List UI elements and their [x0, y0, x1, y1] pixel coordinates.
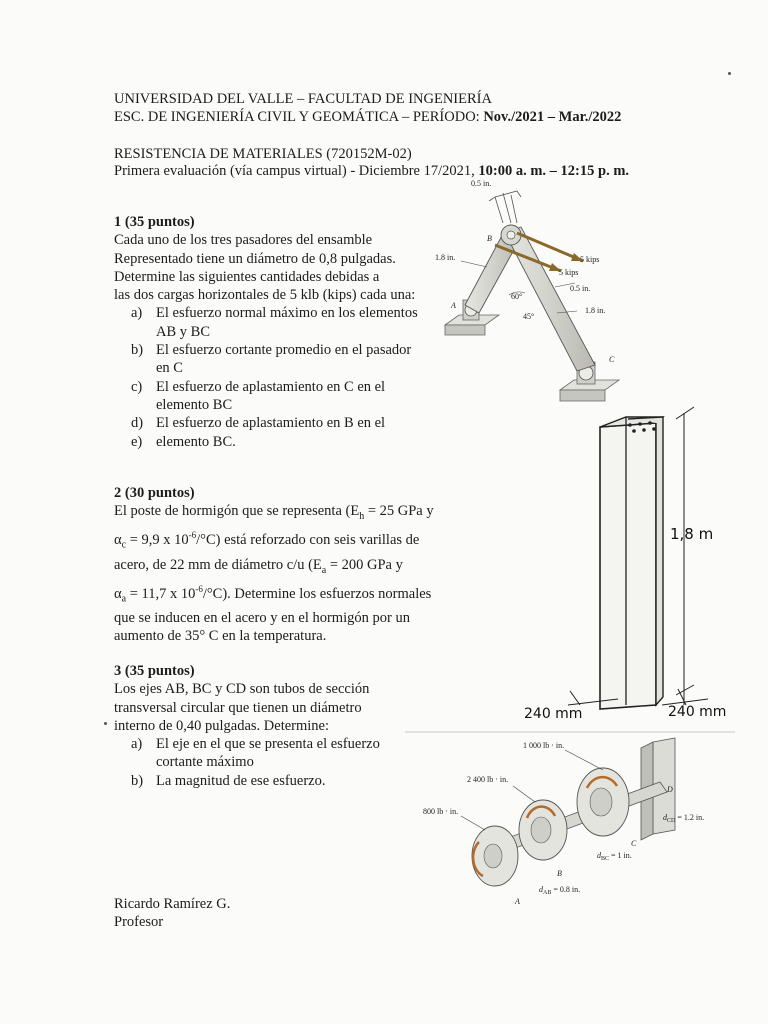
- subscript: CD: [667, 818, 676, 824]
- problem-1-intro-line: Cada uno de los tres pasadores del ensamble: [114, 232, 373, 249]
- university-title: UNIVERSIDAD DEL VALLE – FACULTAD DE INGENIERÍA: [114, 91, 492, 107]
- problem-1-item-c: [114, 378, 418, 415]
- text-run: = 25 GPa y: [364, 503, 434, 520]
- problem-2-line: [114, 502, 434, 526]
- disk-b: [519, 800, 567, 860]
- point-b-label: B: [557, 869, 562, 878]
- point-a-label: A: [515, 897, 520, 906]
- item-text: La magnitud de ese esfuerzo.: [156, 772, 326, 789]
- angle-label-45: 45°: [523, 312, 535, 321]
- point-d-label: D: [667, 785, 673, 794]
- subscript: h: [359, 511, 365, 523]
- problem-1-title: 1 (35 puntos): [114, 214, 195, 230]
- professor-role: Profesor: [114, 914, 164, 930]
- exam-date: Primera evaluación (vía campus virtual) - Diciembre 17/2021,: [114, 163, 479, 179]
- item-marker: b): [131, 342, 144, 359]
- subscript: a: [321, 564, 327, 576]
- text-run: = 200 GPa y: [326, 556, 403, 573]
- item-text: cortante máximo: [156, 754, 254, 771]
- height-label: 1,8 m: [670, 525, 714, 543]
- problem-3-intro-line: transversal circular que tienen un diámetro: [114, 699, 362, 716]
- angle-label-60: 60°: [511, 292, 523, 301]
- problem-1-item-d: [114, 414, 418, 432]
- problem-2-line: [114, 526, 434, 555]
- problem-1-item-e: [114, 433, 418, 451]
- subscript: a: [121, 593, 127, 605]
- width-label-right: 240 mm: [668, 704, 727, 720]
- item-marker: a): [131, 736, 143, 753]
- text-run: = 0.8 in.: [551, 885, 581, 894]
- text-run: /°C) está reforzado con seis varillas de: [196, 532, 420, 549]
- subscript: c: [121, 540, 127, 552]
- item-text: El esfuerzo normal máximo en los elementos: [156, 305, 418, 322]
- diameter-bc-label: [597, 851, 632, 862]
- text-run: d: [539, 885, 543, 894]
- problem-3-intro-line: Los ejes AB, BC y CD son tubos de sección: [114, 681, 370, 698]
- problem-1-item-b: [114, 341, 418, 378]
- superscript: -6: [195, 583, 203, 594]
- point-b-label: B: [487, 234, 492, 243]
- professor-name: Ricardo Ramírez G.: [114, 896, 231, 912]
- text-run: = 1.2 in.: [675, 813, 705, 822]
- problem-2-title: 2 (30 puntos): [114, 485, 195, 501]
- problem-1-intro-line: las dos cargas horizontales de 5 klb (kips) cada una:: [114, 287, 416, 304]
- height-dimension: [676, 407, 694, 705]
- item-text: El esfuerzo de aplastamiento en C en el: [156, 378, 386, 395]
- text-run: α: [114, 532, 122, 549]
- problem-2: [114, 484, 434, 645]
- subscript: BC: [601, 856, 610, 862]
- item-marker: a): [131, 305, 143, 322]
- diameter-ab-label: [539, 885, 580, 896]
- item-text: AB y BC: [156, 323, 210, 340]
- disk-c: [577, 768, 629, 836]
- text-run: = 9,9 x 10: [126, 532, 189, 549]
- text-run: d: [663, 813, 667, 822]
- point-c-label: C: [631, 839, 637, 848]
- point-c-label: C: [609, 355, 615, 364]
- torque-label-3: 800 lb · in.: [423, 807, 459, 816]
- concrete-post: [600, 417, 663, 709]
- scan-mark: [104, 722, 107, 725]
- exam-time: 10:00 a. m. – 12:15 p. m.: [478, 163, 630, 179]
- school-period-line: [114, 108, 621, 126]
- text-run: El poste de hormigón que se representa (E: [114, 503, 360, 520]
- dim-right-label-2: 1.8 in.: [585, 306, 606, 315]
- problem-2-line: que se inducen en el acero y en el hormigón por un: [114, 609, 410, 626]
- school-name: ESC. DE INGENIERÍA CIVIL Y GEOMÁTICA – PERÍODO:: [114, 109, 484, 125]
- item-marker: c): [131, 378, 143, 395]
- load-label-2: 5 kips: [559, 268, 579, 277]
- support-c: [560, 362, 619, 401]
- item-text: El esfuerzo de aplastamiento en B en el: [156, 415, 386, 432]
- item-text: elemento BC.: [156, 433, 236, 450]
- problem-1: [114, 213, 418, 451]
- text-run: acero, de 22 mm de diámetro c/u (E: [114, 556, 322, 573]
- course-title: RESISTENCIA DE MATERIALES (720152M-02): [114, 146, 412, 162]
- period-dates: Nov./2021 – Mar./2022: [483, 109, 622, 125]
- dim-left-label: 1.8 in.: [435, 253, 456, 262]
- superscript: -6: [188, 530, 197, 541]
- subscript: AB: [543, 890, 552, 896]
- problem-3-item-a: [114, 735, 380, 772]
- item-text: en C: [156, 360, 183, 377]
- text-run: /°C). Determine los esfuerzos normales: [202, 585, 432, 602]
- disk-a: [472, 826, 518, 886]
- problem-2-line: [114, 556, 434, 580]
- load-label-1: 5 kips: [580, 255, 600, 264]
- torque-label-2: 2 400 lb · in.: [467, 775, 509, 784]
- scan-mark: [728, 72, 731, 75]
- problem-3-item-b: [114, 772, 380, 790]
- problem-3-intro-line: interno de 0,40 pulgadas. Determine:: [114, 717, 330, 734]
- shaft-figure: [405, 730, 735, 910]
- point-a-label: A: [451, 301, 456, 310]
- problem-1-item-a: [114, 304, 418, 341]
- item-text: El esfuerzo cortante promedio en el pasador: [156, 342, 412, 359]
- item-marker: b): [131, 772, 144, 789]
- item-marker: d): [131, 415, 144, 432]
- post-figure: [508, 405, 758, 730]
- item-marker: e): [131, 433, 143, 450]
- problem-3-title: 3 (35 puntos): [114, 663, 195, 679]
- dim-top-label: 0.5 in.: [471, 179, 492, 188]
- problem-1-intro-line: Determine las siguientes cantidades debidas a: [114, 268, 380, 285]
- linkage-figure: [425, 175, 630, 410]
- item-text: El eje en el que se presenta el esfuerzo: [156, 736, 380, 753]
- problem-3: [114, 662, 380, 790]
- problem-2-line: aumento de 35° C en la temperatura.: [114, 628, 327, 644]
- text-run: α: [114, 585, 122, 602]
- dim-right-label-1: 0.5 in.: [570, 284, 591, 293]
- text-run: d: [597, 851, 601, 860]
- problem-2-line: [114, 580, 434, 609]
- problem-1-intro-line: Representado tiene un diámetro de 0,8 pulgadas.: [114, 250, 396, 267]
- item-text: elemento BC: [156, 396, 233, 413]
- text-run: = 11,7 x 10: [126, 585, 196, 602]
- width-label-left: 240 mm: [524, 706, 583, 722]
- text-run: = 1 in.: [609, 851, 632, 860]
- torque-label-1: 1 000 lb · in.: [523, 741, 565, 750]
